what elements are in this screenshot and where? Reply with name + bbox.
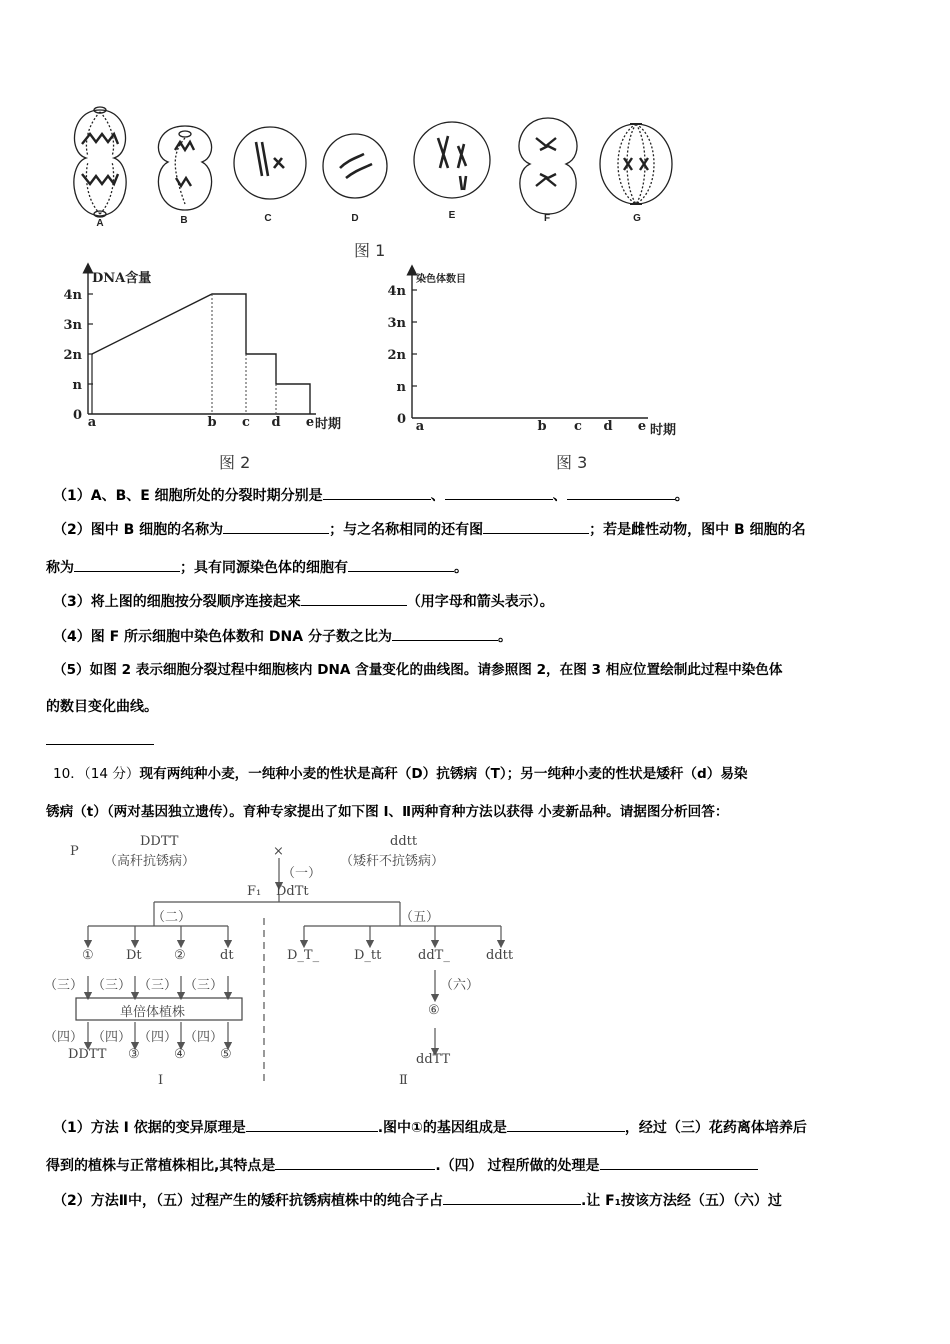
diagram-step5: （五） <box>400 910 440 925</box>
figure3-xtick-label: c <box>574 419 582 434</box>
diagram-step4-4: （四） <box>184 1030 224 1045</box>
cell-label-e: E <box>448 210 456 221</box>
cell-label-d: D <box>351 213 359 224</box>
q9-part2-line1: （2）图中 B 细胞的名称为 ；与之名称相同的还有图 ；若是雌性动物，图中 B 细胞的名 <box>53 519 806 540</box>
diagram-step3-4: （三） <box>184 978 224 993</box>
cell-e-drawing <box>414 122 490 198</box>
diagram-f1: DdTt <box>276 884 309 899</box>
figure2-ylabel: DNA含量 <box>92 271 152 286</box>
diagram-step4-3: （四） <box>138 1030 178 1045</box>
diagram-parent1: DDTT <box>140 834 179 849</box>
cell-g-drawing <box>600 124 672 204</box>
cell-d-drawing <box>323 134 387 198</box>
diagram-parent1-desc: （高秆抗锈病） <box>104 854 196 869</box>
figure2-xtick-label: a <box>87 415 97 430</box>
q9-part5-line2: 的数目变化曲线。 <box>46 699 158 715</box>
diagram-parent2: ddtt <box>390 834 418 849</box>
q9-part5-line1: （5）如图 2 表示细胞分裂过程中细胞核内 DNA 含量变化的曲线图。请参照图 2，在图 3 相应位置绘制此过程中染色体 <box>53 662 783 678</box>
diagram-step3-3: （三） <box>138 978 178 993</box>
figure2-xtick-label: e <box>305 415 315 430</box>
figure2-ytick-label: n <box>72 378 82 393</box>
cell-b-drawing <box>158 126 211 210</box>
figure2-ytick-label: 4n <box>63 288 82 303</box>
diagram-result-1: DDTT <box>68 1047 107 1062</box>
diagram-step4-1: （四） <box>44 1030 84 1045</box>
figure2-xtick-label: b <box>207 415 217 430</box>
figure3-ylabel: 染色体数目 <box>416 274 466 285</box>
figure2-chart <box>50 262 370 442</box>
figure1-cells <box>60 98 690 233</box>
q9-part3: （3）将上图的细胞按分裂顺序连接起来 （用字母和箭头表示）。 <box>53 591 554 612</box>
diagram-genotype-1: D_T_ <box>287 948 320 963</box>
diagram-step3-1: （三） <box>44 978 84 993</box>
diagram-step3-2: （三） <box>92 978 132 993</box>
figure1-caption: 图 1 <box>354 241 386 260</box>
figure3-ytick-label: 2n <box>387 348 406 363</box>
diagram-step4-2: （四） <box>92 1030 132 1045</box>
cell-label-a: A <box>96 218 104 229</box>
figure2-dna-curve <box>92 294 310 414</box>
diagram-result-4: ⑤ <box>220 1047 232 1062</box>
figure2-ytick-label: 3n <box>63 318 82 333</box>
diagram-genotype-4: ddtt <box>486 948 514 963</box>
figure3-xtick-label: d <box>603 419 613 434</box>
diagram-genotype-3: ddT_ <box>418 948 450 963</box>
figure3-ytick-label: n <box>396 380 406 395</box>
figure2-xtick-label: d <box>271 415 281 430</box>
q10-sub1-line1: （1）方法 I 依据的变异原理是 .图中①的基因组成是 ，经过（三）花药离体培养后 <box>53 1117 807 1138</box>
diagram-gamete-2: Dt <box>126 948 142 963</box>
q10-intro-line2: 锈病（t）（两对基因独立遗传）。育种专家提出了如下图 I、Ⅱ两种育种方法以获得 小麦新品种。请据图分析回答： <box>46 804 729 820</box>
figure3-xtick-label: a <box>415 419 425 434</box>
figure2-caption: 图 2 <box>219 453 251 472</box>
figure3-xlabel: 时期 <box>650 423 677 438</box>
diagram-step2: （二） <box>152 910 192 925</box>
diagram-method-ii: Ⅱ <box>399 1073 408 1088</box>
diagram-ddtt-final: ddTT <box>416 1052 451 1067</box>
diagram-step1: （一） <box>282 866 322 881</box>
diagram-f1-label: F₁ <box>247 884 262 899</box>
diagram-genotype-2: D_tt <box>354 948 382 963</box>
figure3-caption: 图 3 <box>556 453 588 472</box>
figure3-ytick-label: 0 <box>396 412 406 427</box>
figure2-xtick-label: c <box>242 415 250 430</box>
q9-answer-line <box>46 744 154 745</box>
cell-f-drawing <box>519 118 577 214</box>
cell-a-drawing <box>74 107 126 217</box>
diagram-six: ⑥ <box>428 1003 440 1018</box>
diagram-gamete-3: ② <box>174 948 186 963</box>
figure3-ytick-label: 4n <box>387 284 406 299</box>
cell-label-f: F <box>543 213 551 224</box>
figure2-xlabel: 时期 <box>315 417 342 432</box>
diagram-method-i: I <box>158 1073 164 1088</box>
cell-label-g: G <box>633 213 641 224</box>
diagram-result-3: ④ <box>174 1047 186 1062</box>
diagram-cross: × <box>273 844 284 859</box>
q10-intro-line1: 10．（14 分）现有两纯种小麦，一纯种小麦的性状是高秆（D）抗锈病（T）；另一纯种小麦的性状是矮秆（d）易染 <box>53 766 748 782</box>
q9-part4: （4）图 F 所示细胞中染色体数和 DNA 分子数之比为 。 <box>53 626 512 647</box>
figure3-chart <box>380 262 700 442</box>
figure2-ytick-label: 2n <box>63 348 82 363</box>
q9-part2-line2: 称为 ；具有同源染色体的细胞有 。 <box>46 557 468 578</box>
diagram-parent2-desc: （矮秆不抗锈病） <box>340 854 445 869</box>
diagram-result-2: ③ <box>128 1047 140 1062</box>
diagram-gamete-1: ① <box>82 948 94 963</box>
cell-label-c: C <box>264 213 272 224</box>
cell-label-b: B <box>180 215 188 226</box>
q9-part1: （1）A、B、E 细胞所处的分裂时期分别是 、 、 。 <box>53 485 689 506</box>
diagram-haploid-label: 单倍体植株 <box>120 1005 186 1020</box>
q10-sub1-line2: 得到的植株与正常植株相比,其特点是 .（四） 过程所做的处理是 <box>46 1155 758 1176</box>
figure3-ytick-label: 3n <box>387 316 406 331</box>
figure3-xtick-label: e <box>637 419 647 434</box>
figure3-xtick-label: b <box>537 419 547 434</box>
diagram-p-label: P <box>70 844 79 859</box>
diagram-step6: （六） <box>440 978 480 993</box>
cell-c-drawing <box>234 127 306 199</box>
diagram-gamete-4: dt <box>220 948 234 963</box>
figure2-ytick-label: 0 <box>72 408 82 423</box>
q10-sub2: （2）方法Ⅱ中，（五）过程产生的矮秆抗锈病植株中的纯合子占 .让 F₁按该方法经（五）（六）过 <box>53 1190 782 1211</box>
